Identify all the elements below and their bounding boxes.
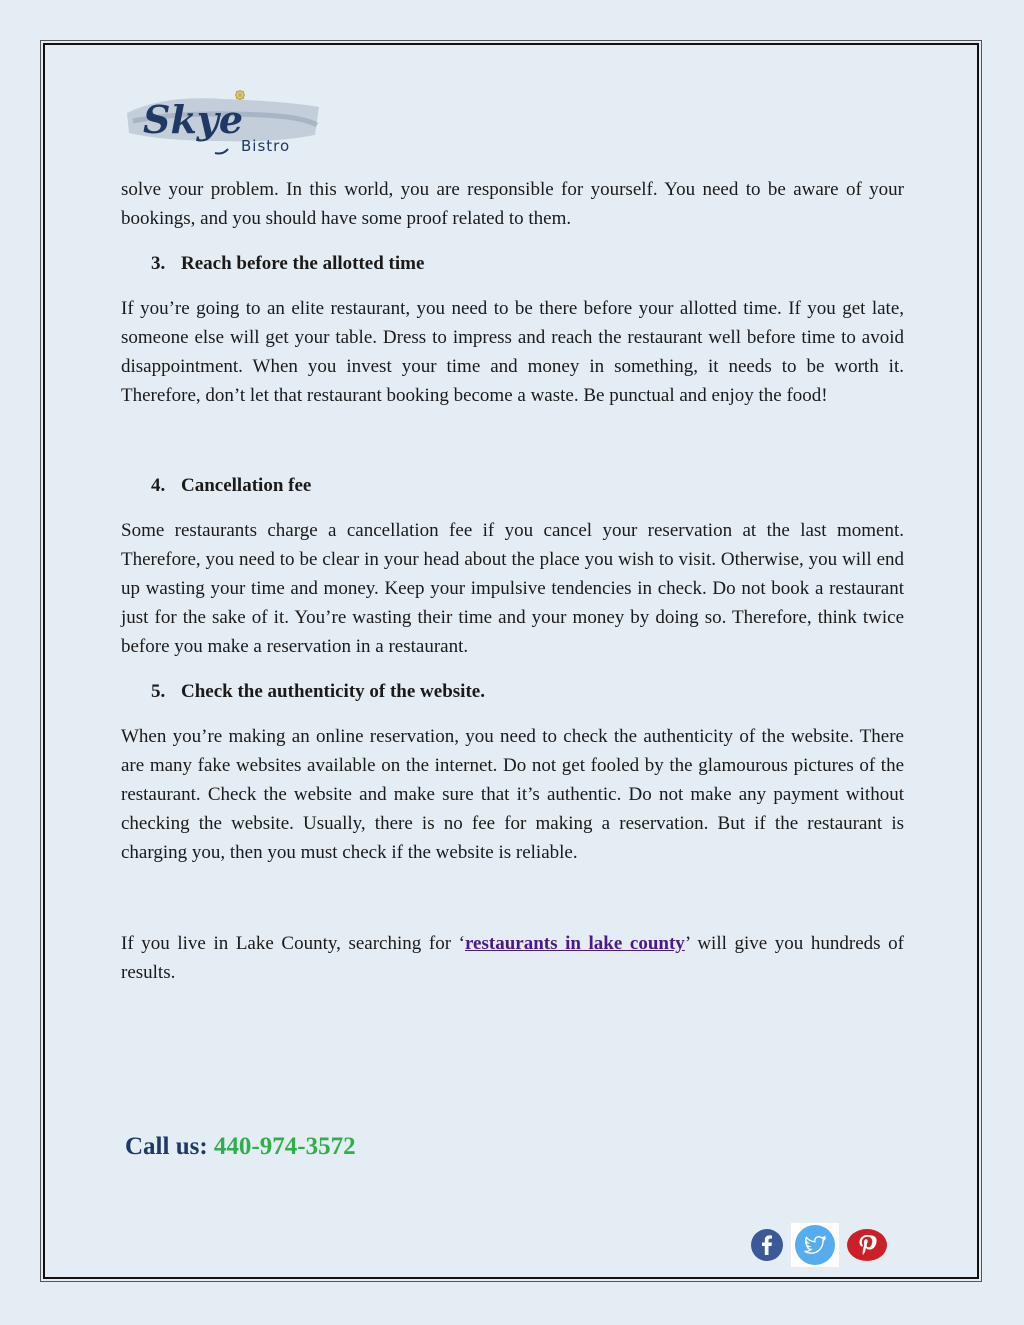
section-heading-4: 4. Cancellation fee (151, 475, 312, 496)
facebook-icon[interactable] (751, 1229, 783, 1261)
svg-text:Bistro: Bistro (241, 137, 291, 155)
article-content (121, 175, 904, 987)
svg-text:Skye: Skye (143, 97, 244, 142)
document-page (43, 43, 979, 1279)
section-heading-3: 3. Reach before the allotted time (151, 253, 425, 274)
section-heading-5: 5. Check the authenticity of the website. (151, 681, 485, 702)
intro-paragraph: solve your problem. In this world, you are responsible for yourself. You need to be aware of your bookings, and you should have some proof related to them. (121, 179, 904, 229)
section-body-5: When you’re making an online reservation, you need to check the authenticity of the website. There are many fake websites available on the internet. Do not get fooled by the glamourous pictures of the restaurant. Check the website and make sure that it’s authentic. Do not make any payment without checking the website. Usually, there is no fee for making a reservation. But if the restaurant is charging you, then you must check if the website is reliable. (121, 726, 904, 863)
call-us: Call us: 440-974-3572 (125, 1133, 356, 1160)
phone-number[interactable]: 440-974-3572 (213, 1133, 356, 1160)
pinterest-icon[interactable] (847, 1229, 887, 1261)
twitter-icon[interactable] (791, 1223, 839, 1267)
restaurants-lake-county-link[interactable]: restaurants in lake county (464, 933, 685, 954)
closing-paragraph: If you live in Lake County, searching for ‘restaurants in lake county’ will give you hundreds of results. (121, 933, 904, 983)
social-links (751, 1223, 887, 1267)
section-body-4: Some restaurants charge a cancellation fee if you cancel your reservation at the last moment. Therefore, you need to be clear in your head about the place you wish to visit. Otherwise, you will end up wasting your time and money. Keep your impulsive tendencies in check. Do not book a restaurant just for the sake of it. You’re wasting their time and your money by doing so. Therefore, think twice before you make a reservation in a restaurant. (121, 520, 904, 657)
section-body-3: If you’re going to an elite restaurant, you need to be there before your allotted time. If you get late, someone else will get your table. Dress to impress and reach the restaurant well before time to avoid disappointment. When you invest your time and money in something, it needs to be worth it. Therefore, don’t let that restaurant booking become a waste. Be punctual and enjoy the food! (121, 298, 904, 406)
skye-bistro-logo (123, 85, 323, 161)
